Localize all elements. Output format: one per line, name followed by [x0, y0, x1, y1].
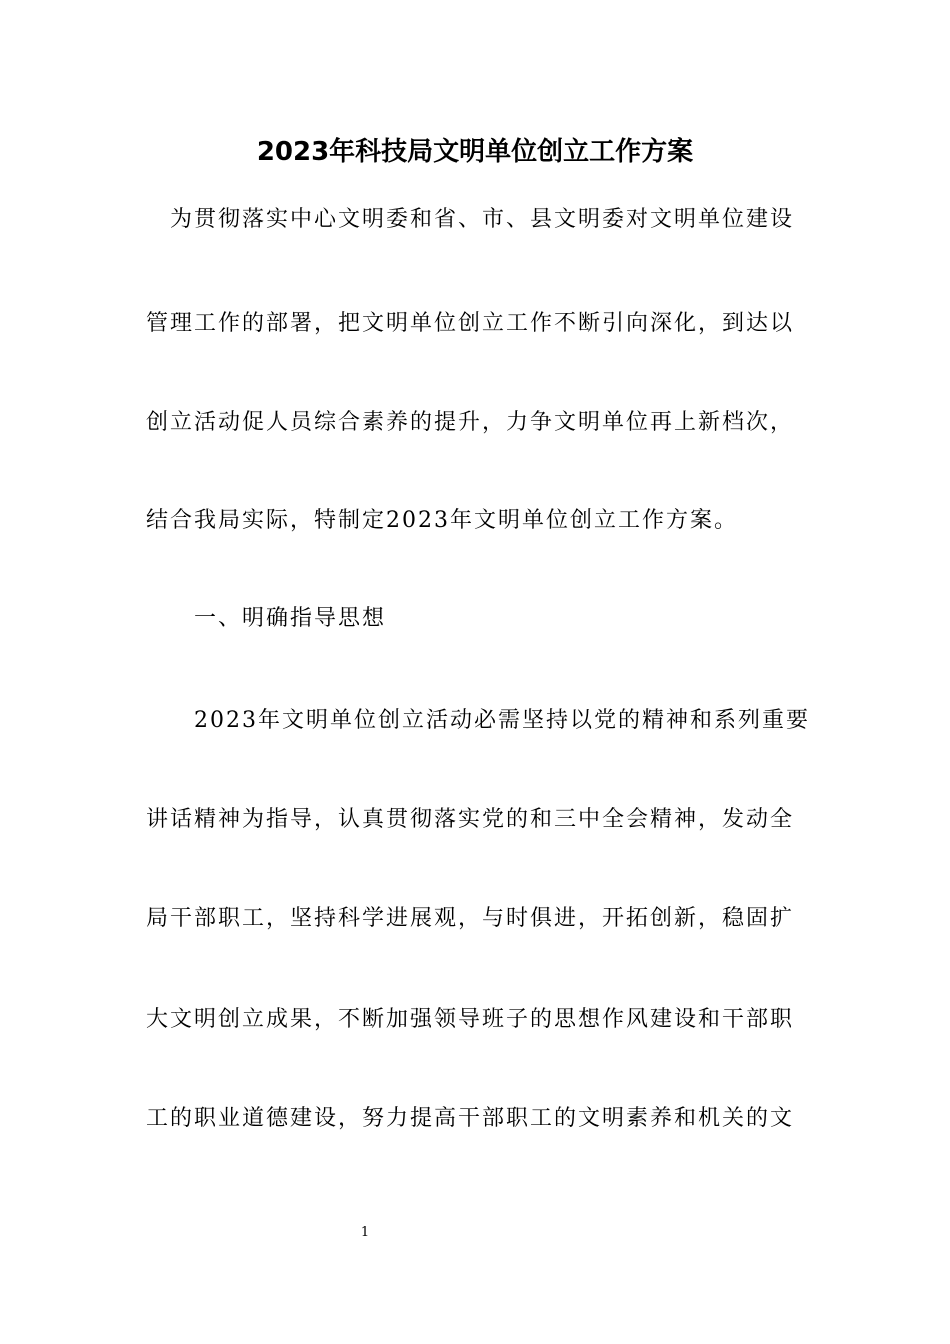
- paragraph-line: 2023年文明单位创立活动必需坚持以党的精神和系列重要: [194, 708, 810, 733]
- page-number: 1: [360, 1225, 370, 1240]
- paragraph-line: 局干部职工，坚持科学进展观，与时俱进，开拓创新，稳固扩: [146, 906, 795, 931]
- paragraph-line: 创立活动促人员综合素养的提升，力争文明单位再上新档次，: [146, 410, 795, 435]
- paragraph-line: 结合我局实际，特制定2023年文明单位创立工作方案。: [146, 508, 738, 533]
- section-heading: 一、明确指导思想: [194, 606, 387, 631]
- paragraph-line: 讲话精神为指导，认真贯彻落实党的和三中全会精神，发动全: [146, 807, 795, 832]
- paragraph-line: 管理工作的部署，把文明单位创立工作不断引向深化，到达以: [146, 311, 795, 336]
- paragraph-line: 为贯彻落实中心文明委和省、市、县文明委对文明单位建设: [170, 207, 795, 232]
- paragraph-line: 工的职业道德建设，努力提高干部职工的文明素养和机关的文: [146, 1106, 795, 1131]
- document-title: 2023年科技局文明单位创立工作方案: [256, 137, 694, 167]
- paragraph-line: 大文明创立成果，不断加强领导班子的思想作风建设和干部职: [146, 1007, 795, 1032]
